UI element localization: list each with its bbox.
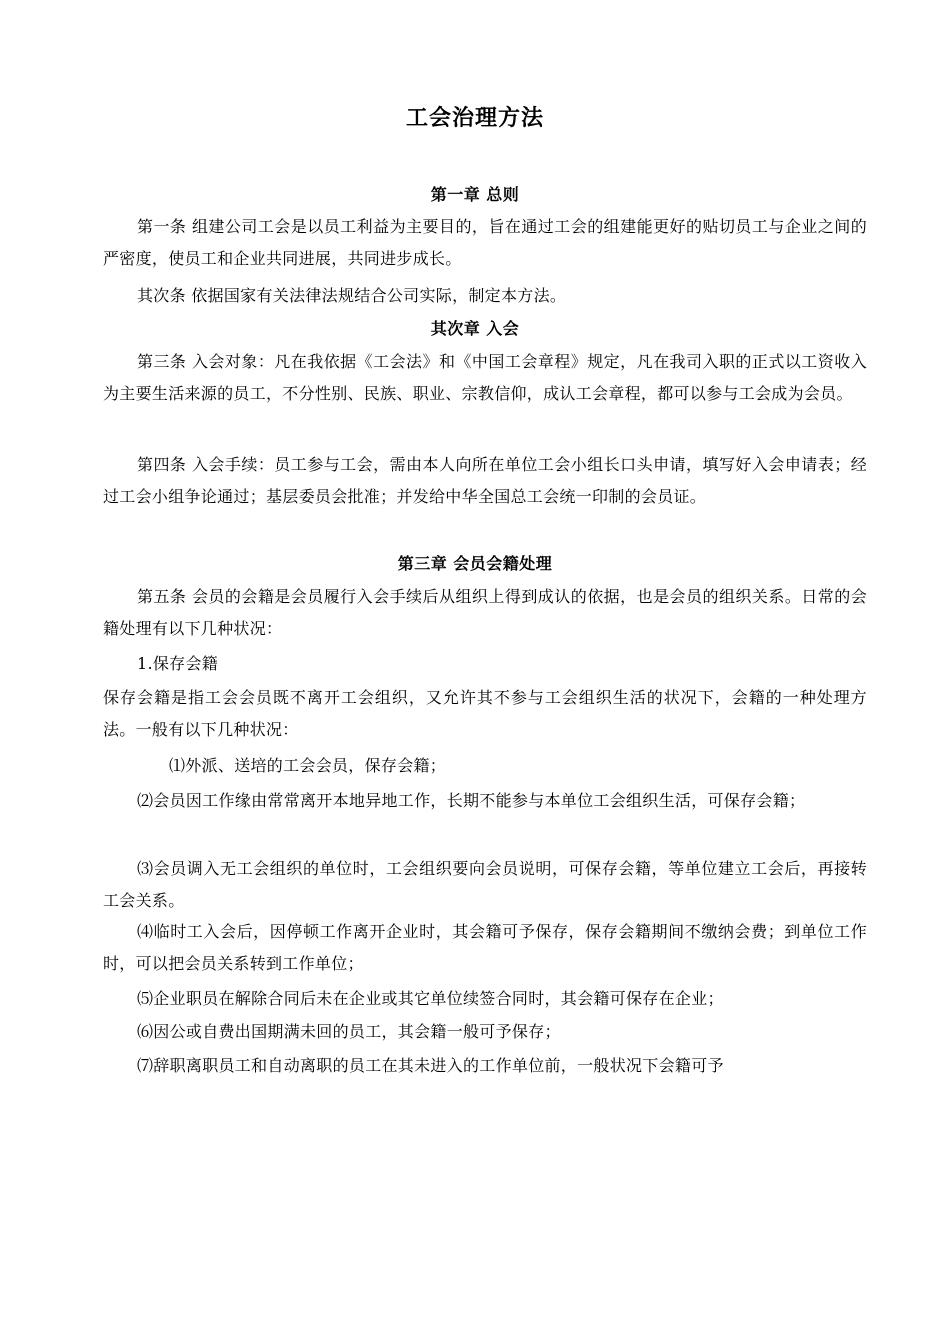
document-title: 工会治理方法 xyxy=(405,105,544,131)
list-item-6: ⑹因公或自费出国期满未回的员工，其会籍一般可予保存； xyxy=(137,1022,561,1041)
article-2: 其次条 依据国家有关法律法规结合公司实际，制定本方法。 xyxy=(137,286,567,305)
list-item-7: ⑺辞职离职员工和自动离职的员工在其未进入的工作单位前，一般状况下会籍可予 xyxy=(137,1056,724,1075)
list-item-1: ⑴外派、送培的工会会员，保存会籍； xyxy=(169,756,447,775)
article-3: 第三条 入会对象：凡在我依据《工会法》和《中国工会章程》规定，凡在我司入职的正式以工资收入为主要生活来源的员工，不分性别、民族、职业、宗教信仰，成认工会章程，都可以参与工会成为会员。 xyxy=(103,352,867,403)
article-1: 第一条 组建公司工会是以员工利益为主要目的，旨在通过工会的组建能更好的贴切员工与企业之间的严密度，使员工和企业共同进展，共同进步成长。 xyxy=(103,217,867,268)
list-item-3: ⑶会员调入无工会组织的单位时，工会组织要向会员说明，可保存会籍，等单位建立工会后，再接转工会关系。 xyxy=(103,859,867,910)
article-5: 第五条 会员的会籍是会员履行入会手续后从组织上得到成认的依据，也是会员的组织关系。日常的会籍处理有以下几种状况： xyxy=(103,587,867,638)
list-item-4: ⑷临时工入会后，因停顿工作离开企业时，其会籍可予保存，保存会籍期间不缴纳会费；到单位工作时，可以把会员关系转到工作单位； xyxy=(103,922,867,973)
chapter-heading-2: 其次章 入会 xyxy=(430,319,520,338)
retain-membership-definition: 保存会籍是指工会会员既不离开工会组织，又允许其不参与工会组织生活的状况下，会籍的一种处理方法。一般有以下几种状况： xyxy=(103,688,867,739)
list-item-5: ⑸企业职员在解除合同后未在企业或其它单位续签合同时，其会籍可保存在企业； xyxy=(137,989,724,1008)
article-4: 第四条 入会手续：员工参与工会，需由本人向所在单位工会小组长口头申请，填写好入会申请表；经过工会小组争论通过；基层委员会批准；并发给中华全国总工会统一印制的会员证。 xyxy=(103,455,867,506)
chapter-heading-1: 第一章 总则 xyxy=(430,185,520,204)
list-heading-retain-membership: 1.保存会籍 xyxy=(137,654,219,673)
chapter-heading-3: 第三章 会员会籍处理 xyxy=(397,554,553,573)
list-item-2: ⑵会员因工作缘由常常离开本地异地工作，长期不能参与本单位工会组织生活，可保存会籍； xyxy=(137,791,806,810)
